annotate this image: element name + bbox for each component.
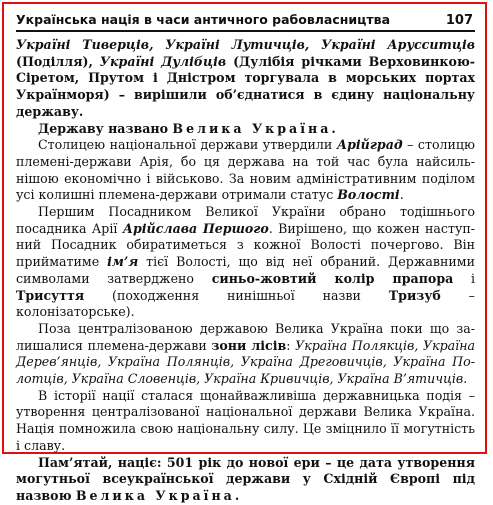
- text-run: Волості: [337, 187, 400, 203]
- text-run: і: [453, 270, 475, 286]
- text-run: (Дулібія річками Верховинкою-Сіретом, Прутом і Дністром торгувала в морських портах Українморя) – вирішили об’єднатися в єдину національну державу.: [16, 53, 475, 119]
- text-run: Велика Україна: [172, 120, 332, 136]
- text-run: . Вирішено, що кожен наступний Посадник обиратиметься з кожної Волості почергово. Він прийматиме: [16, 220, 476, 270]
- text-run: В історії нації сталася щонайважливіша державницька подія – утворення централізованої національної держави Велика Україна. Нація помножила свою національну силу. Це зміцнило її могутність і славу.: [16, 387, 475, 453]
- text-run: Пам’ятай, націє: 501 рік до нової ери – це дата утворення могутньої всеукраїнської держави у Східній Європі під назвою: [16, 454, 475, 503]
- text-run: (походження нинішньої назви: [84, 287, 389, 303]
- text-run: (Поділля),: [16, 53, 100, 69]
- text-run: тієї Волості, що від неї обраний. Державними символами затверджено: [16, 254, 475, 286]
- text-run: – столицю племені-держави Арія, бо ця держава на той час була найсильнішою економічно і військово. За новим адміністративним поділом усі колишні племена-держави отримали статус: [16, 137, 475, 203]
- paragraph: [16, 388, 475, 455]
- text-run: ім’я: [107, 254, 139, 270]
- paragraph: [16, 321, 475, 388]
- text-run: .: [331, 120, 336, 136]
- text-run: Арійслава Першого: [122, 220, 269, 236]
- text-run: .: [234, 487, 240, 503]
- text-run: синьо-жовтий колір прапора: [211, 270, 454, 286]
- text-run: Столицею національної держави утвердили: [38, 137, 337, 153]
- text-run: Державу названо: [38, 120, 173, 136]
- paragraph: [16, 37, 475, 121]
- text-run: зони лісів: [211, 337, 287, 353]
- text-run: – колонізаторське).: [16, 287, 475, 320]
- text-run: Україна Полякців, Україна Дерев’янців, Україна Полянців, Україна Дреговичців, Україна Полотців, Україна Словенців, Україна Кривичців, Україна В’ятичців: [16, 337, 475, 387]
- book-page: [2, 2, 487, 503]
- text-run: Україні Тиверців, Україні Лутичців, Україні Арусситців: [16, 37, 475, 52]
- text-run: Велика Україна: [75, 487, 235, 503]
- text-run: Тризуб: [388, 287, 441, 303]
- text-run: Першим Посадником Великої України обрано тодішнього посадника Арії: [16, 204, 475, 236]
- header-title: Українська нація в часи античного рабовласництва: [16, 12, 391, 27]
- paragraph: [16, 137, 475, 204]
- running-header: [16, 12, 475, 32]
- text-run: Арійград: [336, 137, 403, 153]
- text-run: :: [286, 337, 296, 353]
- text-run: Трисуття: [16, 287, 85, 303]
- body-text: [16, 37, 475, 505]
- text-run: .: [463, 371, 468, 387]
- text-run: Поза централізованою державою Велика Україна поки що залишалися племена-держави: [16, 320, 475, 353]
- page-number: 107: [445, 13, 473, 28]
- text-run: .: [399, 187, 404, 203]
- paragraph: [16, 121, 475, 138]
- text-run: Україні Дулібців: [99, 53, 227, 69]
- paragraph: [16, 455, 475, 505]
- paragraph: [16, 204, 475, 321]
